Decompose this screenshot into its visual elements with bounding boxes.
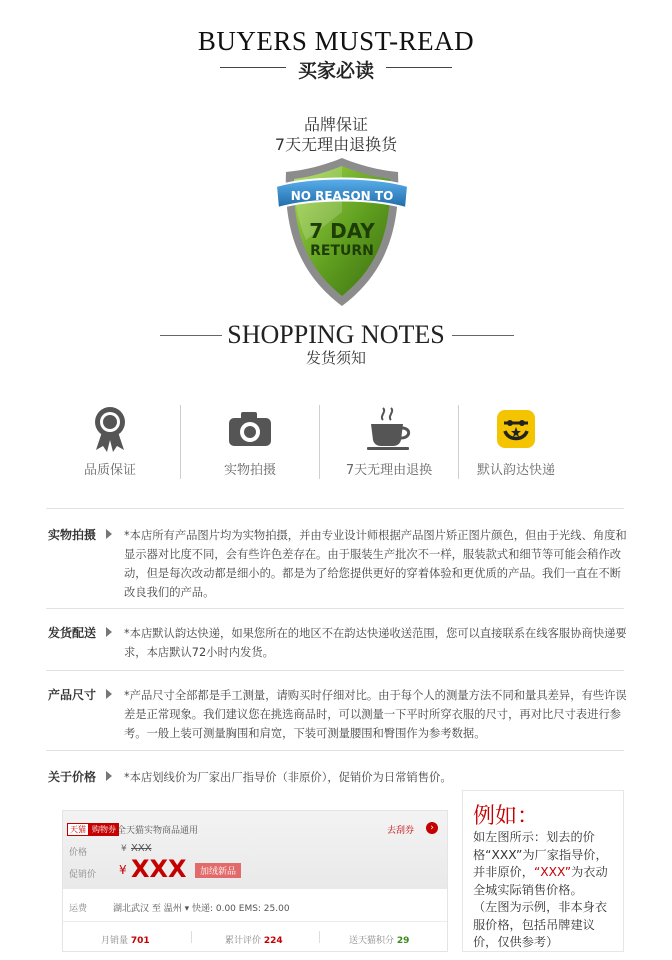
list-price-value: XXX	[131, 843, 152, 854]
yunda-logo-icon	[496, 409, 536, 449]
feature-label: 7天无理由退换	[345, 463, 433, 478]
page-title: BUYERS MUST-READ	[197, 26, 475, 56]
feature-label: 实物拍摄	[223, 463, 276, 478]
note-size	[48, 686, 628, 742]
callout-text: 如左图所示：划去的价格“XXX”为厂家指导价，并非原价，	[473, 830, 608, 879]
tmall-points-label: 送天猫积分	[349, 936, 395, 946]
tmall-points-value: 29	[396, 936, 410, 946]
award-ribbon-icon	[90, 406, 130, 452]
monthly-sales-label: 月销量	[101, 936, 129, 946]
total-reviews-value: 224	[263, 936, 283, 946]
example-callout	[462, 790, 624, 952]
page-subtitle-row	[0, 56, 672, 83]
list-price-label: 价格	[69, 848, 88, 858]
new-arrival-badge: 加绒新品	[195, 863, 241, 878]
note-real-photos	[48, 526, 628, 599]
note-label: 关于价格	[48, 770, 97, 784]
monthly-sales	[101, 933, 150, 946]
coffee-cup-icon	[365, 406, 413, 452]
shopping-notes-subtitle: 发货须知	[305, 349, 366, 367]
total-reviews[interactable]	[225, 933, 283, 946]
feature-real-photos	[180, 405, 320, 478]
note-text: *本店所有产品图片均为实物拍摄，并由专业设计师根据产品图片矫正图片颜色，但由于光线、角度和显示器对比度不同，会有些许色差存在。由于服装生产批次不一样，服装款式和细节等可能会稍作改动，但是每次改动都是细小的。都是为了给您提供更好的穿着体验和更优质的产品。我们一直在不断改良我们的产品。	[124, 529, 627, 599]
feature-label: 默认韵达快递	[476, 463, 555, 478]
section-divider	[46, 750, 624, 751]
tmall-points	[349, 933, 409, 946]
note-label: 产品尺寸	[48, 688, 97, 702]
scratch-coupon-link[interactable]: 去刮券	[387, 826, 415, 836]
section-divider	[46, 670, 624, 671]
price-panel-divider	[63, 921, 447, 922]
note-text: *本店划线价为厂家出厂指导价（非原价），促销价为日常销售价。	[124, 771, 452, 784]
note-delivery	[48, 624, 628, 664]
total-reviews-label: 累计评价	[225, 936, 262, 946]
page-subtitle: 买家必读	[290, 60, 382, 82]
shipping-value: 湖北武汉 至 温州 ▾ 快递: 0.00 EMS: 25.00	[113, 904, 290, 914]
example-price-panel	[62, 810, 448, 952]
callout-body	[473, 829, 619, 952]
shipping-label: 运费	[69, 904, 88, 914]
section-divider	[46, 608, 624, 609]
stat-divider	[191, 931, 192, 943]
promo-price-value: XXX	[131, 855, 187, 883]
shopping-voucher-tag: 购物券	[89, 823, 119, 836]
camera-icon	[227, 410, 273, 448]
voucher-promo-text: 全天猫实物商品通用	[117, 826, 199, 836]
callout-heading: 例如：	[473, 804, 540, 829]
promo-price-currency: ¥	[119, 863, 127, 877]
shopping-notes-title: SHOPPING NOTES	[227, 320, 445, 349]
feature-yunda-express	[446, 405, 586, 478]
arrow-right-icon	[106, 627, 112, 637]
callout-highlight: “XXX”	[533, 865, 572, 879]
brand-guarantee: 品牌保证	[303, 115, 368, 134]
arrow-right-icon	[106, 771, 112, 781]
badge-days-text: 7 DAY	[309, 219, 375, 243]
callout-text: 为衣动全城实际销售价格。	[473, 865, 608, 897]
tmall-tag: 天猫	[67, 823, 89, 836]
note-text: *本店默认韵达快递，如果您所在的地区不在韵达快递收送范围，您可以直接联系在线客服协商快递要求，本店默认72小时内发货。	[124, 627, 627, 659]
stat-divider	[319, 931, 320, 943]
callout-footnote: （左图为示例，非本身衣服价格，包括吊牌建议价，仅供参考）	[473, 900, 608, 949]
badge-return-text: RETURN	[310, 243, 374, 259]
note-text: *产品尺寸全部都是手工测量，请购买时仔细对比。由于每个人的测量方法不同和量具差异，有些许误差是正常现象。我们建议您在挑选商品时，可以测量一下平时所穿衣服的尺寸，再对比尺寸表进行参考。一般上装可测量胸围和肩宽，下装可测量腰围和臀围作为参考数据。	[124, 689, 627, 740]
list-price-currency: ¥	[121, 844, 127, 854]
arrow-right-icon	[106, 529, 112, 539]
arrow-right-icon	[106, 689, 112, 699]
return-policy: 7天无理由退换货	[274, 135, 398, 154]
promo-price-label: 促销价	[69, 870, 97, 880]
chevron-right-icon[interactable]: ›	[426, 822, 438, 834]
feature-label: 品质保证	[83, 463, 136, 478]
note-label: 发货配送	[48, 626, 97, 640]
section-divider	[46, 508, 624, 509]
note-price	[48, 768, 628, 788]
return-badge-shield-icon	[272, 152, 412, 312]
feature-quality	[40, 405, 180, 478]
monthly-sales-value: 701	[130, 936, 150, 946]
feature-7day-return	[319, 405, 459, 478]
badge-ribbon-text: NO REASON TO	[290, 189, 394, 203]
note-label: 实物拍摄	[48, 528, 97, 542]
